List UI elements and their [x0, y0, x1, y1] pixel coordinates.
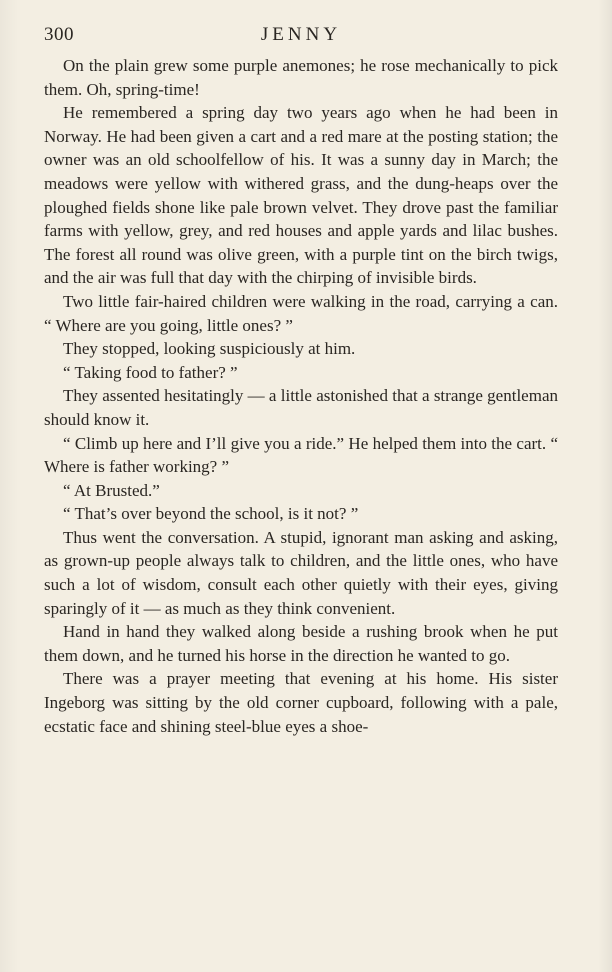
- running-head: JENNY: [260, 24, 342, 45]
- paragraph: Hand in hand they walked along beside a rushing brook when he put them down, and he turned his horse in the direction he wanted to go.: [44, 622, 558, 665]
- paragraph: They stopped, looking suspiciously at him.: [63, 339, 356, 359]
- paragraph: He remembered a spring day two years ago when he had been in Norway. He had been given a cart and a red mare at the posting station; the owner was an old schoolfellow of his. It was a sunny day in March; the meadows were yellow with withered grass, and the dung-heaps over the ploughed fields shone like pale brown velvet. They drove past the familiar farms with yellow, grey, and red houses and apple yards and lilac bushes. The forest all round was olive green, with a purple tint on the birch twigs, and the air was full that day with the chirping of invisible birds.: [44, 103, 558, 288]
- body-text: [44, 54, 558, 738]
- paragraph: “ Taking food to father? ”: [63, 362, 238, 382]
- paragraph: On the plain grew some purple anemones; he rose mechanically to pick them. Oh, spring-time!: [44, 56, 558, 99]
- paragraph: Thus went the conversation. A stupid, ignorant man asking and asking, as grown-up people always talk to children, and the little ones, who have such a lot of wisdom, consult each other quietly with their eyes, giving sparingly of it — as much as they think convenient.: [44, 527, 558, 618]
- paragraph: Two little fair-haired children were walking in the road, carrying a can. “ Where are you going, little ones? ”: [44, 291, 558, 335]
- page-number: 300: [44, 24, 74, 45]
- paragraph: “ Climb up here and I’ll give you a ride.” He helped them into the cart. “ Where is father working? ”: [44, 433, 558, 477]
- paragraph: There was a prayer meeting that evening at his home. His sister Ingeborg was sitting by the old corner cupboard, following with a pale, ecstatic face and shining steel-blue eyes a shoe-: [44, 669, 558, 736]
- paragraph: They assented hesitatingly — a little astonished that a strange gentleman should know it.: [44, 386, 558, 429]
- paragraph: “ At Brusted.”: [63, 480, 160, 500]
- paragraph: “ That’s over beyond the school, is it not? ”: [63, 504, 359, 524]
- page-header: [44, 24, 558, 50]
